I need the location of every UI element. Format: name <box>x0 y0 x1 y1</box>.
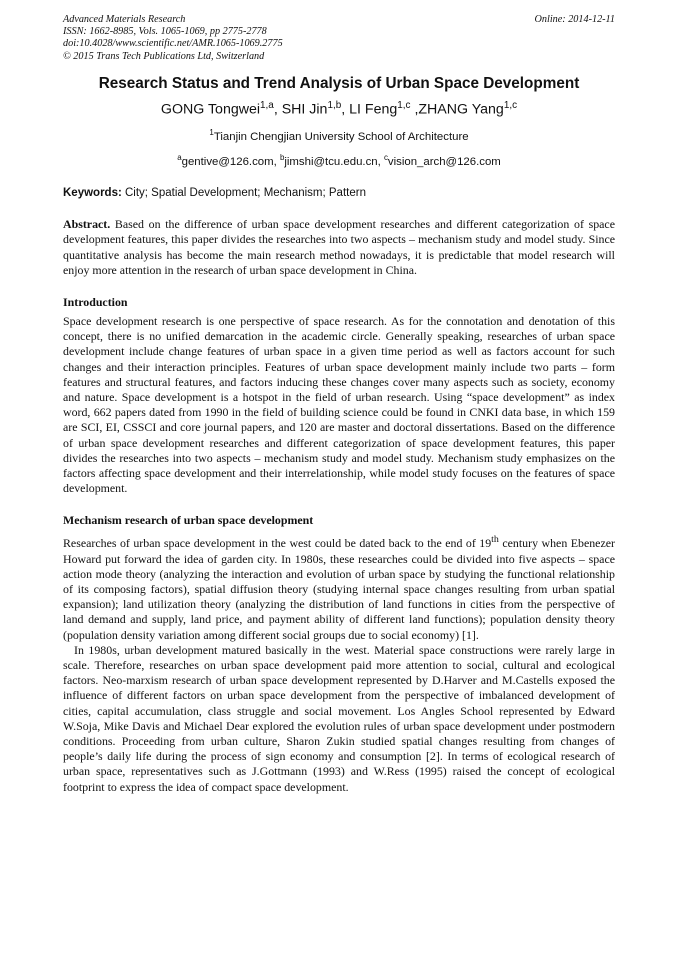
author-name: LI Feng <box>349 101 398 118</box>
issn-line: ISSN: 1662-8985, Vols. 1065-1069, pp 2775-2778 <box>63 26 267 38</box>
mechanism-paragraph-1 <box>63 532 615 642</box>
author-affiliation-marker: 1,c <box>397 99 411 111</box>
paper-title: Research Status and Trend Analysis of Urban Space Development <box>98 74 580 92</box>
abstract-text: Based on the difference of urban space development researches and different categorization of space development features, this paper divides the researches into two aspects – mechanism study and model study. Since quantitative analysis has become the main research method nowadays, it is predictable that model research will enjoy more attention in the research of urban space development in China. <box>63 217 615 277</box>
copyright-line: © 2015 Trans Tech Publications Ltd, Switzerland <box>63 50 265 62</box>
online-date: Online: 2014-12-11 <box>534 14 615 25</box>
author-separator: , <box>341 101 350 118</box>
author-separator: , <box>273 101 282 118</box>
section-heading-mechanism: Mechanism research of urban space development <box>63 513 314 528</box>
email-marker: c <box>383 153 388 163</box>
doi-line: doi:10.4028/www.scientific.net/AMR.1065-1069.2775 <box>63 38 283 50</box>
author-separator: , <box>410 101 419 118</box>
introduction-paragraph: Space development research is one perspective of space research. As for the connotation and denotation of this concept, there is no unified demarcation in the academic circle. Generally speaking, researches of urban space development include change features of urban space in a given time period as well as factors account for such changes and their interaction principles. Features of urban space development mainly include two parts – form features and structural features, and factors inducing these changes cover many aspects such as society, economy and nature. Space development is a hotspot in the field of urban research. Using “space development” as index word, 662 papers dated from 1990 in the field of building science could be found in CNKI data base, in which 159 are SCI, EI, CSSCI and core journal papers, and 120 are master and doctoral dissertations. Based on the difference of urban space development researches and different categorization of space development features, this paper divides the researches into two aspects – mechanism study and model study. Mechanism study emphasizes on the factors affecting space development and their interrelationship, while model study focuses on the features of space development. <box>63 313 615 496</box>
author-name: ZHANG Yang <box>418 101 504 118</box>
email-marker: b <box>279 153 285 163</box>
author-affiliation-marker: 1,c <box>503 99 518 111</box>
mechanism-paragraph-2: In 1980s, urban development matured basically in the west. Material space constructions were rarely large in scale. Therefore, researches on urban space development paid more attention to social, cultural and ecological factors. Neo-marxism research of urban space development represented by D.Harver and M.Castells exposed the influence of different factors on urban space development from the perspective of imbalanced development of cities, capital accumulation, class struggle and social movement. Los Angles School represented by Edward W.Soja, Mike Davis and Michael Dear explored the evolution rules of urban space development under postmodern conditions. Proceeding from urban culture, Sharon Zukin studied spatial changes resulting from changes of people’s daily life during the process of sign economy and consumption [2]. In terms of ecological research of urban space, representatives such as J.Gottmann (1993) and W.Ress (1995) raised the concept of ecological footprint to express the idea of compact space development. <box>63 642 615 794</box>
journal-header <box>63 14 615 63</box>
ordinal-suffix: th <box>491 534 499 546</box>
email-address: gentive@126.com, <box>181 156 280 169</box>
email-address: jimshi@tcu.edu.cn, <box>284 156 384 169</box>
keywords-label: Keywords: <box>63 187 122 200</box>
affiliation-text: Tianjin Chengjian University School of Architecture <box>213 130 469 143</box>
paragraph-text: Researches of urban space development in the west could be dated back to the end of 19 <box>63 536 492 551</box>
author-affiliation-marker: 1,a <box>260 99 274 111</box>
email-list <box>63 150 615 170</box>
affiliation <box>63 125 615 145</box>
abstract-label: Abstract. <box>63 217 111 232</box>
affiliation-marker: 1 <box>209 127 214 137</box>
email-address: vision_arch@126.com <box>387 156 501 169</box>
email-marker: a <box>177 153 182 163</box>
author-name: GONG Tongwei <box>160 101 261 118</box>
journal-name: Advanced Materials Research <box>63 14 186 25</box>
author-name: SHI Jin <box>281 101 328 118</box>
keywords-text: City; Spatial Development; Mechanism; Pattern <box>121 187 366 200</box>
section-heading-introduction: Introduction <box>63 294 128 309</box>
paper-page <box>63 14 615 795</box>
keywords <box>63 186 615 201</box>
author-list <box>63 97 615 119</box>
abstract <box>63 217 615 278</box>
author-affiliation-marker: 1,b <box>327 99 342 111</box>
paragraph-text: century when Ebenezer Howard put forward the idea of garden city. In 1980s, these researches could be divided into five aspects – space action mode theory (analyzing the interaction and evolution of urban space by studying the functional relationship of its composing factors), spatial diffusion theory (studying internal space changes resulting from urban spatial expansion); land utilization theory (analyzing the distribution of land functions in cities from the perspective of land demand and supply, land price, and payment ability of different land functions); population density theory (population density variation among different social groups due to social economy) [1]. <box>63 536 615 642</box>
